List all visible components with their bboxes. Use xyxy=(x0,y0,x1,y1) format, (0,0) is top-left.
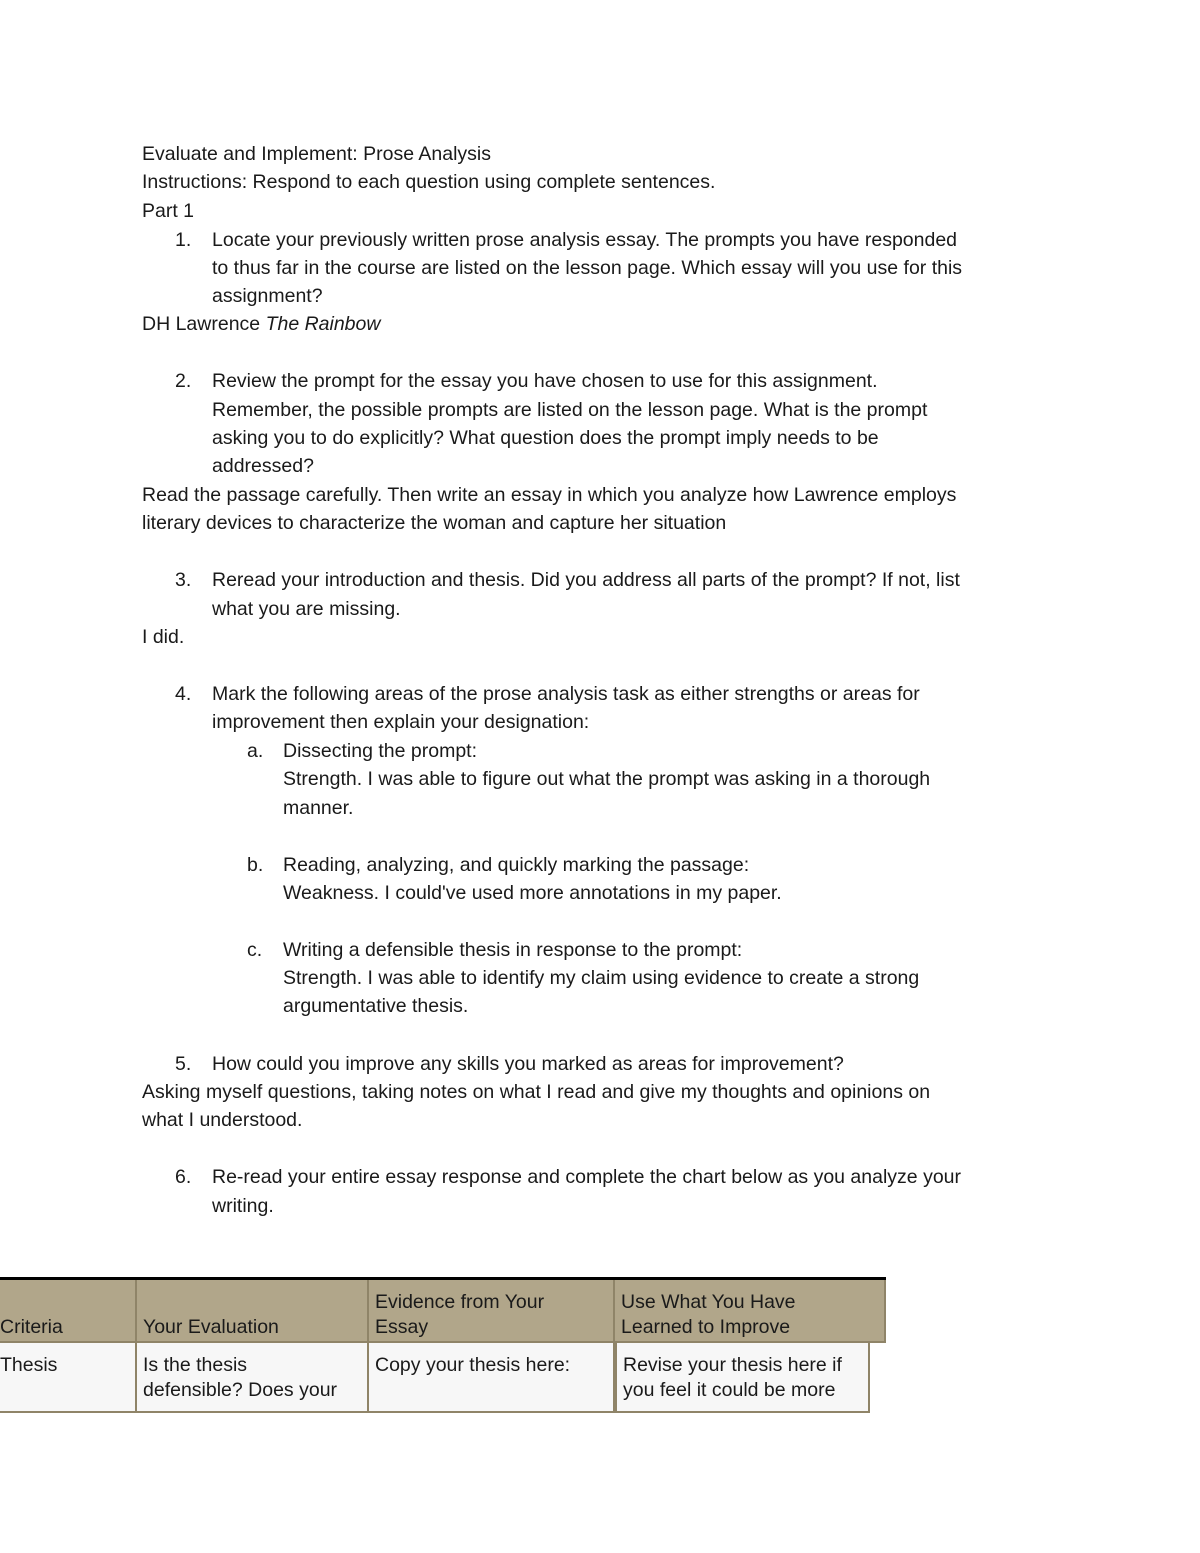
answer-1-author: DH Lawrence xyxy=(142,313,261,335)
question-5-text: How could you improve any skills you marked as areas for improvement? xyxy=(212,1053,844,1075)
answer-2-line: literary devices to characterize the woman and capture her situation xyxy=(142,512,727,534)
item-c-label: Writing a defensible thesis in response to the prompt: xyxy=(283,939,743,961)
document-title: Evaluate and Implement: Prose Analysis xyxy=(142,143,492,165)
item-b-answer: Weakness. I could've used more annotations in my paper. xyxy=(283,882,782,904)
question-1-number: 1. xyxy=(175,229,192,251)
header-criteria: Criteria xyxy=(0,1280,137,1343)
question-4-line: Mark the following areas of the prose analysis task as either strengths or areas for xyxy=(212,683,920,705)
question-2-line: Remember, the possible prompts are listed on the lesson page. What is the prompt xyxy=(212,399,928,421)
table-cell: Thesis xyxy=(0,1343,137,1413)
item-b-letter: b. xyxy=(247,854,264,876)
item-c-letter: c. xyxy=(247,939,263,961)
item-a-letter: a. xyxy=(247,740,264,762)
question-4-line: improvement then explain your designation: xyxy=(212,711,590,733)
header-evidence: Evidence from Your Essay xyxy=(369,1280,615,1343)
answer-1 xyxy=(142,310,380,338)
question-3-number: 3. xyxy=(175,569,192,591)
answer-5-line: what I understood. xyxy=(142,1109,303,1131)
question-3-line: what you are missing. xyxy=(212,598,401,620)
table-cell: Revise your thesis here if you feel it could be more xyxy=(615,1343,870,1413)
question-1-line: Locate your previously written prose analysis essay. The prompts you have responded xyxy=(212,229,958,251)
part-heading: Part 1 xyxy=(142,200,195,222)
question-6-line: Re-read your entire essay response and complete the chart below as you analyze your xyxy=(212,1166,961,1188)
question-6-line: writing. xyxy=(212,1195,274,1217)
instructions: Instructions: Respond to each question using complete sentences. xyxy=(142,171,716,193)
question-2-line: addressed? xyxy=(212,455,314,477)
answer-3: I did. xyxy=(142,626,185,648)
question-4-number: 4. xyxy=(175,683,192,705)
question-2-number: 2. xyxy=(175,370,192,392)
item-a-answer: manner. xyxy=(283,797,354,819)
item-b-label: Reading, analyzing, and quickly marking the passage: xyxy=(283,854,750,876)
header-your-evaluation: Your Evaluation xyxy=(137,1280,369,1343)
item-c-answer: Strength. I was able to identify my claim using evidence to create a strong xyxy=(283,967,920,989)
question-5-number: 5. xyxy=(175,1053,192,1075)
answer-1-work: The Rainbow xyxy=(265,313,381,335)
header-improve: Use What You Have Learned to Improve xyxy=(615,1280,886,1343)
table-cell: Copy your thesis here: xyxy=(369,1343,615,1413)
question-1-line: assignment? xyxy=(212,285,323,307)
question-3-line: Reread your introduction and thesis. Did you address all parts of the prompt? If not, list xyxy=(212,569,960,591)
item-a-label: Dissecting the prompt: xyxy=(283,740,478,762)
table-cell: Is the thesis defensible? Does your xyxy=(137,1343,369,1413)
answer-5-line: Asking myself questions, taking notes on what I read and give my thoughts and opinions on xyxy=(142,1081,931,1103)
answer-2-line: Read the passage carefully. Then write an essay in which you analyze how Lawrence employs xyxy=(142,484,957,506)
item-a-answer: Strength. I was able to figure out what the prompt was asking in a thorough xyxy=(283,768,931,790)
question-2-line: asking you to do explicitly? What question does the prompt imply needs to be xyxy=(212,427,879,449)
item-c-answer: argumentative thesis. xyxy=(283,995,469,1017)
question-1-line: to thus far in the course are listed on the lesson page. Which essay will you use for this xyxy=(212,257,963,279)
question-6-number: 6. xyxy=(175,1166,192,1188)
question-2-line: Review the prompt for the essay you have chosen to use for this assignment. xyxy=(212,370,878,392)
